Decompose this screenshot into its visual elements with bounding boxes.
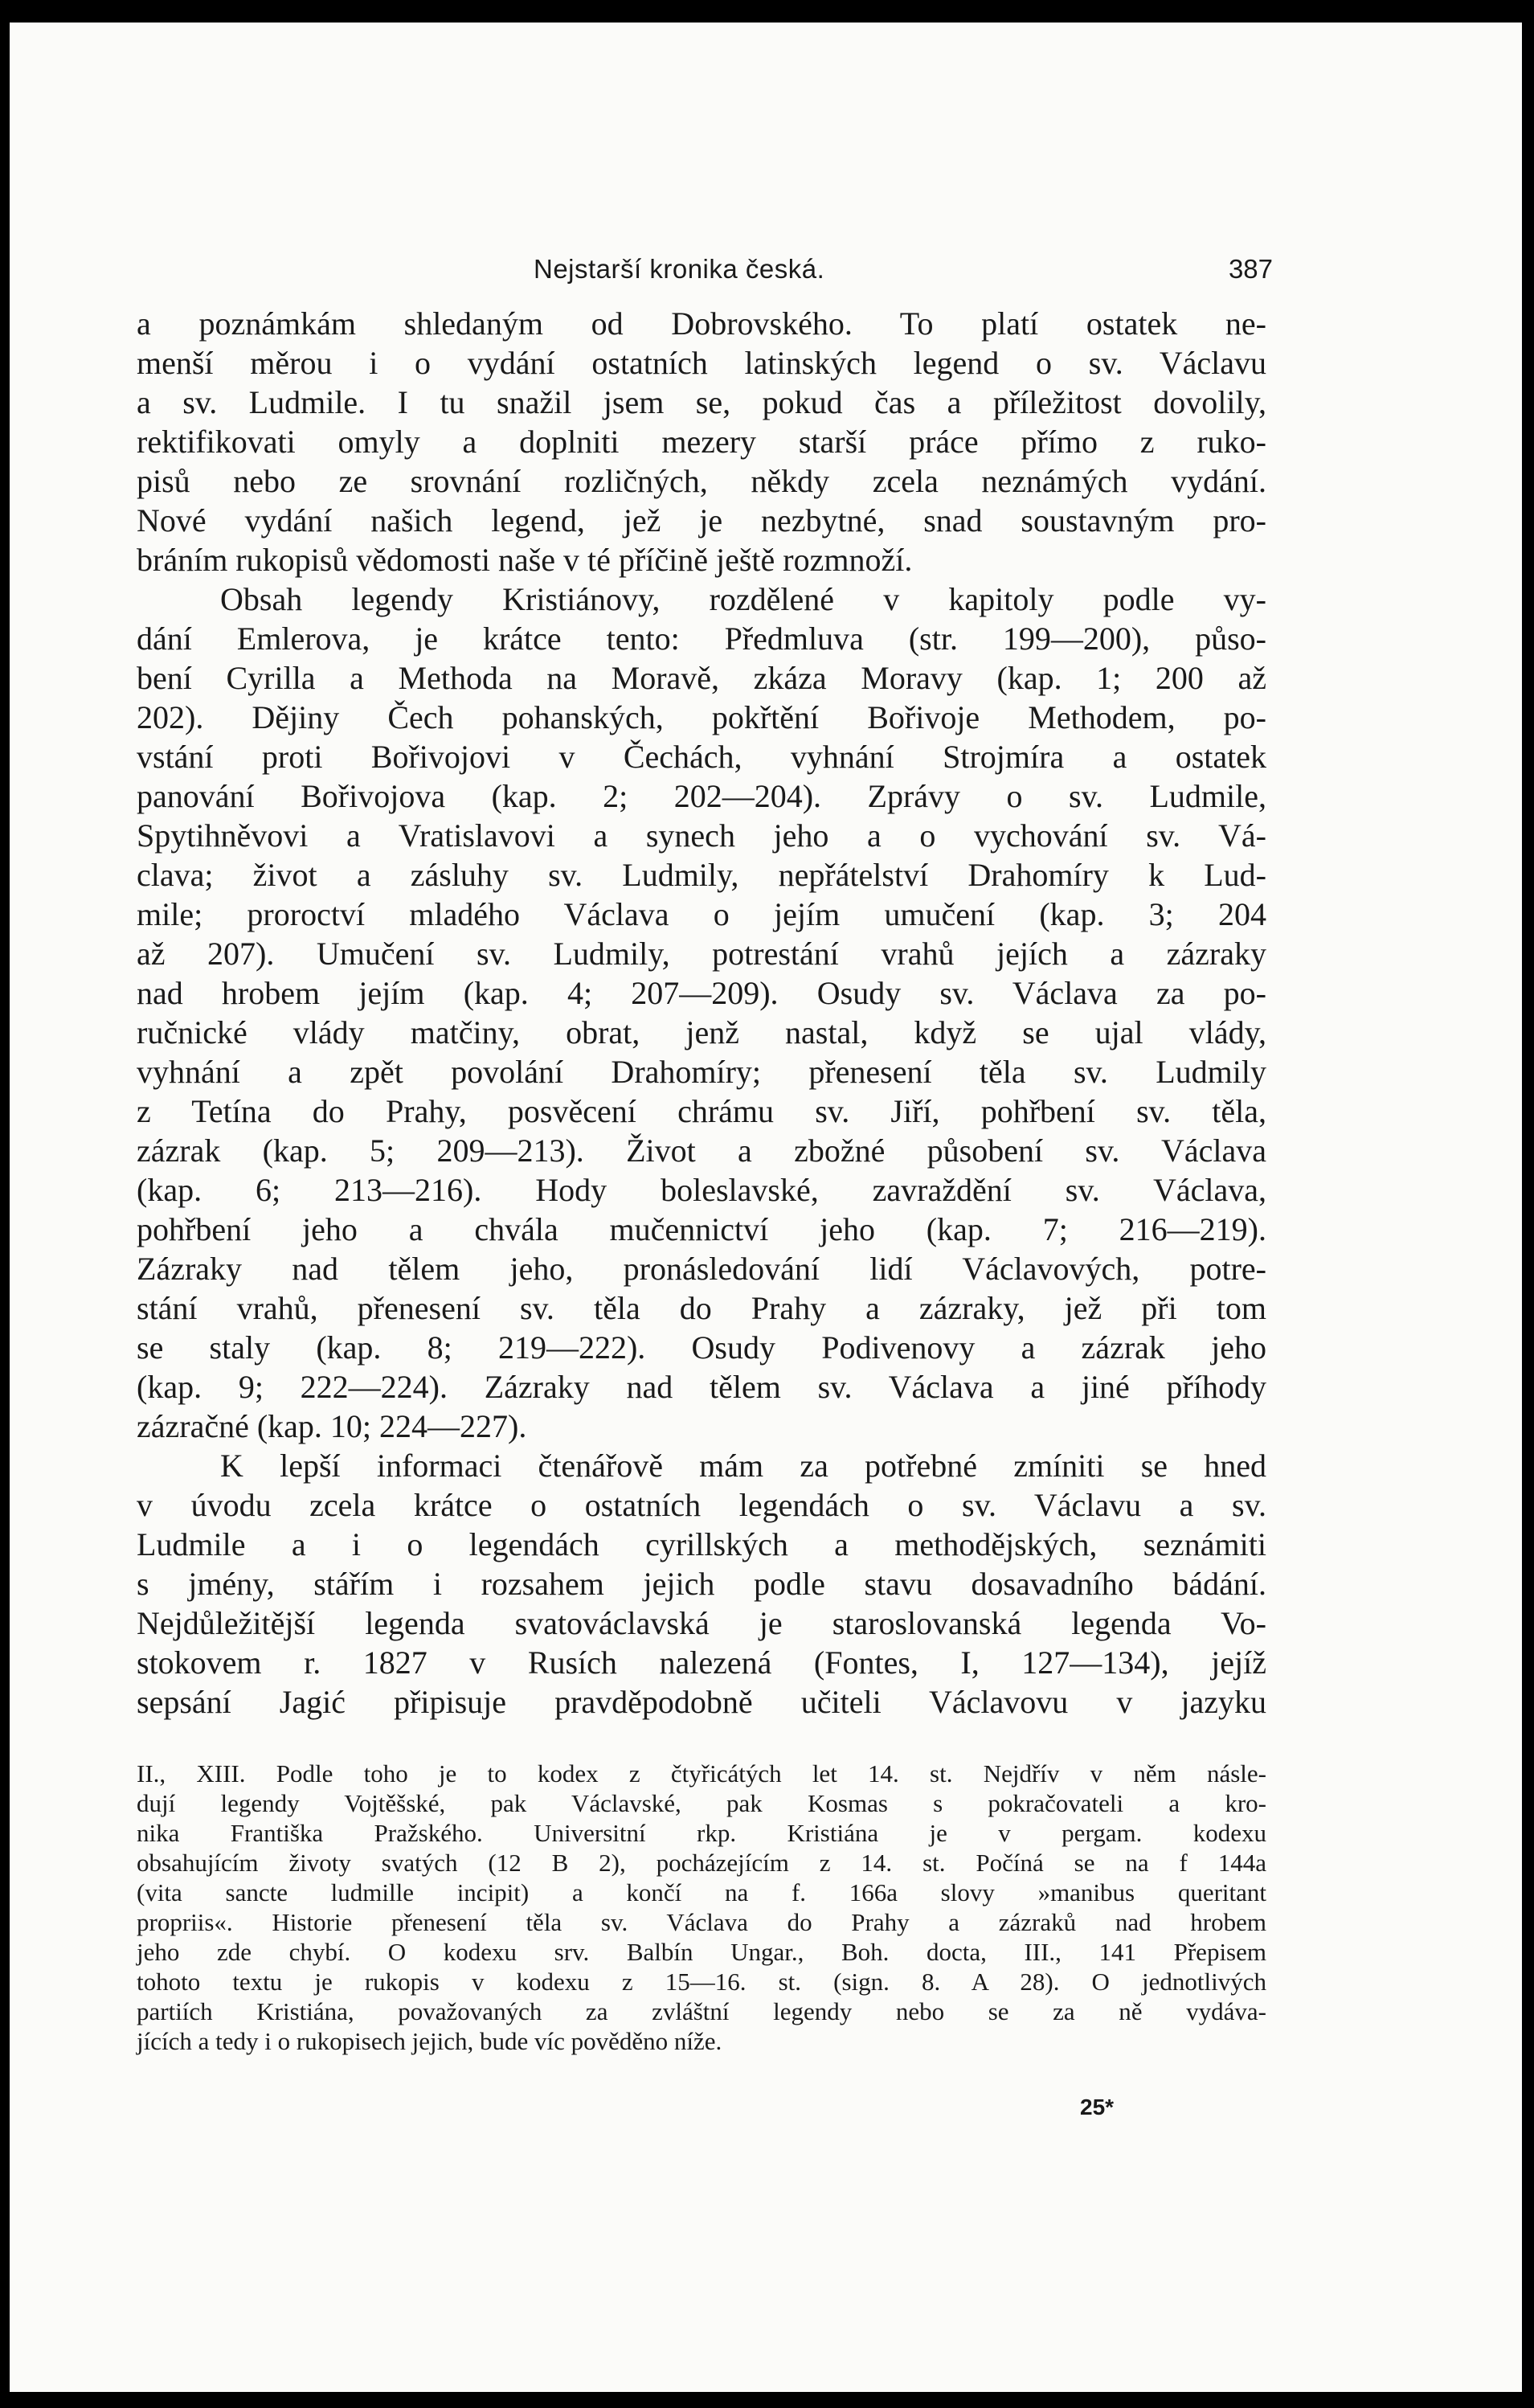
footnote-line: partiích Kristiána, považovaných za zvláštní legendy nebo se za ně vydáva- bbox=[137, 1997, 1266, 2025]
body-line: bení Cyrilla a Methoda na Moravě, zkáza Moravy (kap. 1; 200 až bbox=[137, 660, 1266, 696]
printer-signature: 25* bbox=[1080, 2095, 1115, 2119]
body-line: dání Emlerova, je krátce tento: Předmluva (str. 199—200), půso- bbox=[137, 620, 1266, 657]
page-number: 387 bbox=[1228, 254, 1273, 284]
footnote-line: obsahujícím životy svatých (12 B 2), pocházejícím z 14. st. Počíná se na f 144a bbox=[137, 1849, 1266, 1877]
footnote-line: tohoto textu je rukopis v kodexu z 15—16. st. (sign. 8. A 28). O jednotlivých bbox=[137, 1968, 1266, 1996]
footnote-line: nika Františka Pražského. Universitní rkp. Kristiána je v pergam. kodexu bbox=[137, 1819, 1266, 1847]
footnote-line: propriis«. Historie přenesení těla sv. Václava do Prahy a zázraků nad hrobem bbox=[137, 1908, 1266, 1936]
body-line: pohřbení jeho a chvála mučennictví jeho (kap. 7; 216—219). bbox=[137, 1211, 1266, 1247]
footnote-line: dují legendy Vojtěšské, pak Václavské, pak Kosmas s pokračovateli a kro- bbox=[137, 1789, 1266, 1817]
body-line: vstání proti Bořivojovi v Čechách, vyhnání Strojmíra a ostatek bbox=[137, 739, 1266, 775]
body-text bbox=[137, 304, 1266, 1722]
page-header bbox=[148, 254, 1273, 286]
body-line: Obsah legendy Kristiánovy, rozdělené v kapitoly podle vy- bbox=[220, 581, 1266, 617]
body-line: rektifikovati omyly a doplniti mezery starší práce přímo z ruko- bbox=[137, 424, 1266, 460]
footnotes bbox=[137, 1759, 1266, 2056]
body-line: Nejdůležitější legenda svatováclavská je staroslovanská legenda Vo- bbox=[137, 1605, 1266, 1641]
body-line: z Tetína do Prahy, posvěcení chrámu sv. Jiří, pohřbení sv. těla, bbox=[137, 1093, 1266, 1129]
body-line: zázračné (kap. 10; 224—227). bbox=[137, 1408, 527, 1444]
body-line: menší měrou i o vydání ostatních latinských legend o sv. Václavu bbox=[137, 345, 1266, 381]
running-title: Nejstarší kronika česká. bbox=[534, 254, 825, 284]
body-line: Spytihněvovi a Vratislavovi a synech jeho a o vychování sv. Vá- bbox=[137, 817, 1266, 854]
body-line: sepsání Jagić připisuje pravděpodobně učiteli Václavovu v jazyku bbox=[137, 1684, 1266, 1720]
body-line: Ludmile a i o legendách cyrillských a methodějských, seznámiti bbox=[137, 1526, 1266, 1562]
body-line: stokovem r. 1827 v Rusích nalezená (Fontes, I, 127—134), jejíž bbox=[137, 1644, 1266, 1681]
body-line: Nové vydání našich legend, jež je nezbytné, snad soustavným pro- bbox=[137, 502, 1266, 539]
body-line: s jmény, stářím i rozsahem jejich podle stavu dosavadního bádání. bbox=[137, 1566, 1266, 1602]
body-line: v úvodu zcela krátce o ostatních legendách o sv. Václavu a sv. bbox=[137, 1487, 1266, 1523]
body-line: bráním rukopisů vědomosti naše v té příčině ještě rozmnoží. bbox=[137, 542, 913, 578]
body-line: pisů nebo ze srovnání rozličných, někdy zcela neznámých vydání. bbox=[137, 463, 1266, 499]
body-line: stání vrahů, přenesení sv. těla do Prahy a zázraky, jež při tom bbox=[137, 1290, 1266, 1326]
body-line: až 207). Umučení sv. Ludmily, potrestání vrahů jejích a zázraky bbox=[137, 936, 1266, 972]
body-line: zázrak (kap. 5; 209—213). Život a zbožné působení sv. Václava bbox=[137, 1132, 1266, 1169]
body-line: nad hrobem jejím (kap. 4; 207—209). Osudy sv. Václava za po- bbox=[137, 975, 1266, 1011]
body-line: (kap. 6; 213—216). Hody boleslavské, zavraždění sv. Václava, bbox=[137, 1172, 1266, 1208]
body-line: (kap. 9; 222—224). Zázraky nad tělem sv. Václava a jiné příhody bbox=[137, 1369, 1266, 1405]
body-line: clava; život a zásluhy sv. Ludmily, nepřátelství Drahomíry k Lud- bbox=[137, 857, 1266, 893]
footnote-line: (vita sancte ludmille incipit) a končí na f. 166a slovy »manibus queritant bbox=[137, 1878, 1266, 1906]
body-line: se staly (kap. 8; 219—222). Osudy Podivenovy a zázrak jeho bbox=[137, 1329, 1266, 1366]
body-line: panování Bořivojova (kap. 2; 202—204). Zprávy o sv. Ludmile, bbox=[137, 778, 1266, 814]
body-line: 202). Dějiny Čech pohanských, pokřtění Bořivoje Methodem, po- bbox=[137, 699, 1266, 735]
footnote-line: II., XIII. Podle toho je to kodex z čtyřicátých let 14. st. Nejdřív v něm násle- bbox=[137, 1759, 1266, 1788]
body-line: Zázraky nad tělem jeho, pronásledování lidí Václavových, potre- bbox=[137, 1251, 1266, 1287]
body-line: ručnické vlády matčiny, obrat, jenž nastal, když se ujal vlády, bbox=[137, 1014, 1266, 1050]
body-line: K lepší informaci čtenářově mám za potřebné zmíniti se hned bbox=[220, 1448, 1266, 1484]
body-line: vyhnání a zpět povolání Drahomíry; přenesení těla sv. Ludmily bbox=[137, 1054, 1266, 1090]
body-line: mile; proroctví mladého Václava o jejím umučení (kap. 3; 204 bbox=[137, 896, 1266, 932]
body-line: a sv. Ludmile. I tu snažil jsem se, pokud čas a příležitost dovolily, bbox=[137, 384, 1266, 420]
footnote-line: jících a tedy i o rukopisech jejich, bude víc pověděno níže. bbox=[137, 2027, 722, 2055]
footnote-line: jeho zde chybí. O kodexu srv. Balbín Ungar., Boh. docta, III., 141 Přepisem bbox=[137, 1938, 1266, 1966]
body-line: a poznámkám shledaným od Dobrovského. To platí ostatek ne- bbox=[137, 305, 1266, 342]
